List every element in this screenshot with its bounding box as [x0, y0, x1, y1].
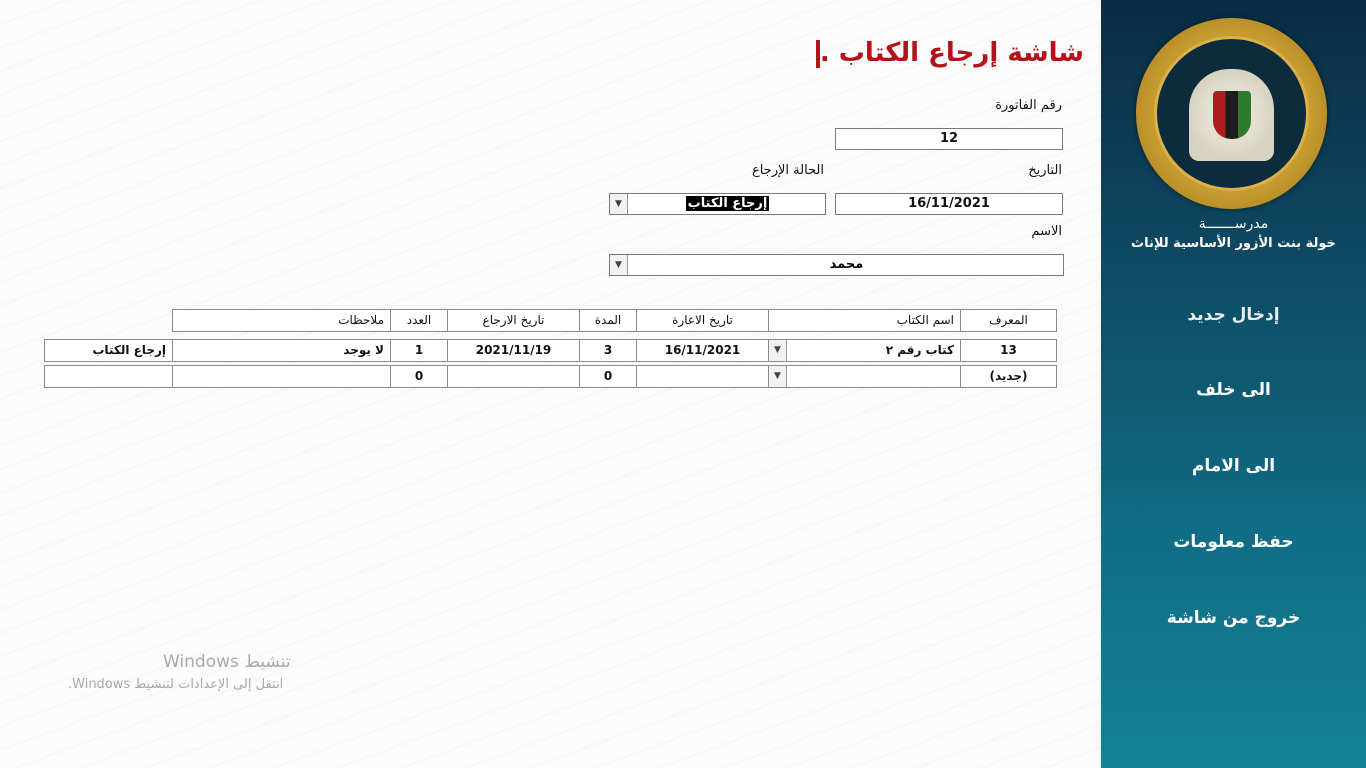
school-name-line1: مدرســـــــة: [1198, 216, 1269, 232]
row2-count[interactable]: 0: [390, 365, 448, 388]
row1-duration[interactable]: 3: [579, 339, 637, 362]
row2-notes[interactable]: [172, 365, 391, 388]
row2-duration[interactable]: 0: [579, 365, 637, 388]
chevron-down-icon[interactable]: ▼: [610, 194, 628, 214]
row2-id[interactable]: (جديد): [960, 365, 1057, 388]
forward-button[interactable]: الى الامام: [1191, 456, 1276, 476]
row2-return-date[interactable]: [447, 365, 580, 388]
row1-status[interactable]: إرجاع الكتاب: [44, 339, 173, 362]
name-label: الاسم: [1031, 224, 1062, 239]
date-field[interactable]: 16/11/2021: [835, 193, 1063, 215]
date-label: التاريخ: [1028, 163, 1062, 178]
status-label: الحالة الإرجاع: [751, 163, 824, 178]
row1-count[interactable]: 1: [390, 339, 448, 362]
header-notes: ملاحظات: [172, 309, 391, 332]
row1-id[interactable]: 13: [960, 339, 1057, 362]
header-return-date: تاريخ الارجاع: [447, 309, 580, 332]
invoice-label: رقم الفاتورة: [995, 98, 1062, 113]
page-title: [808, 38, 1084, 68]
activation-watermark-subtitle: انتقل إلى الإعدادات لتنشيط Windows.: [68, 677, 284, 692]
chevron-down-icon[interactable]: ▼: [769, 366, 787, 387]
school-name-line2: خولة بنت الأزور الأساسية للإناث: [1131, 236, 1336, 251]
exit-button[interactable]: خروج من شاشة: [1166, 608, 1301, 628]
header-book: اسم الكتاب: [768, 309, 961, 332]
seal-shield-icon: [1213, 91, 1251, 139]
row2-book[interactable]: [768, 365, 961, 388]
row1-notes[interactable]: لا يوجد: [172, 339, 391, 362]
chevron-down-icon[interactable]: ▼: [610, 255, 628, 275]
row1-return-date[interactable]: 2021/11/19: [447, 339, 580, 362]
status-value: إرجاع الكتاب: [687, 196, 768, 211]
row1-book-value: كتاب رقم ٢: [885, 343, 954, 357]
row1-book[interactable]: [768, 339, 961, 362]
header-count: العدد: [390, 309, 448, 332]
status-dropdown[interactable]: [609, 193, 826, 215]
header-loan-date: تاريخ الاعارة: [636, 309, 769, 332]
name-dropdown[interactable]: [609, 254, 1064, 276]
row2-loan-date[interactable]: [636, 365, 769, 388]
ministry-seal-logo: [1136, 18, 1327, 209]
seal-inner-ring: [1154, 36, 1309, 191]
save-button[interactable]: حفظ معلومات: [1173, 532, 1294, 552]
row1-loan-date[interactable]: 16/11/2021: [636, 339, 769, 362]
new-entry-button[interactable]: إدخال جديد: [1187, 305, 1280, 325]
title-text: شاشة إرجاع الكتاب .: [819, 38, 1084, 68]
header-id: المعرف: [960, 309, 1057, 332]
row2-status[interactable]: [44, 365, 173, 388]
invoice-field[interactable]: 12: [835, 128, 1063, 150]
seal-emblem: [1189, 69, 1274, 161]
chevron-down-icon[interactable]: ▼: [769, 340, 787, 361]
back-button[interactable]: الى خلف: [1196, 380, 1271, 400]
header-duration: المدة: [579, 309, 637, 332]
activation-watermark-title: تنشيط Windows: [163, 652, 291, 672]
name-value: محمد: [829, 257, 864, 272]
